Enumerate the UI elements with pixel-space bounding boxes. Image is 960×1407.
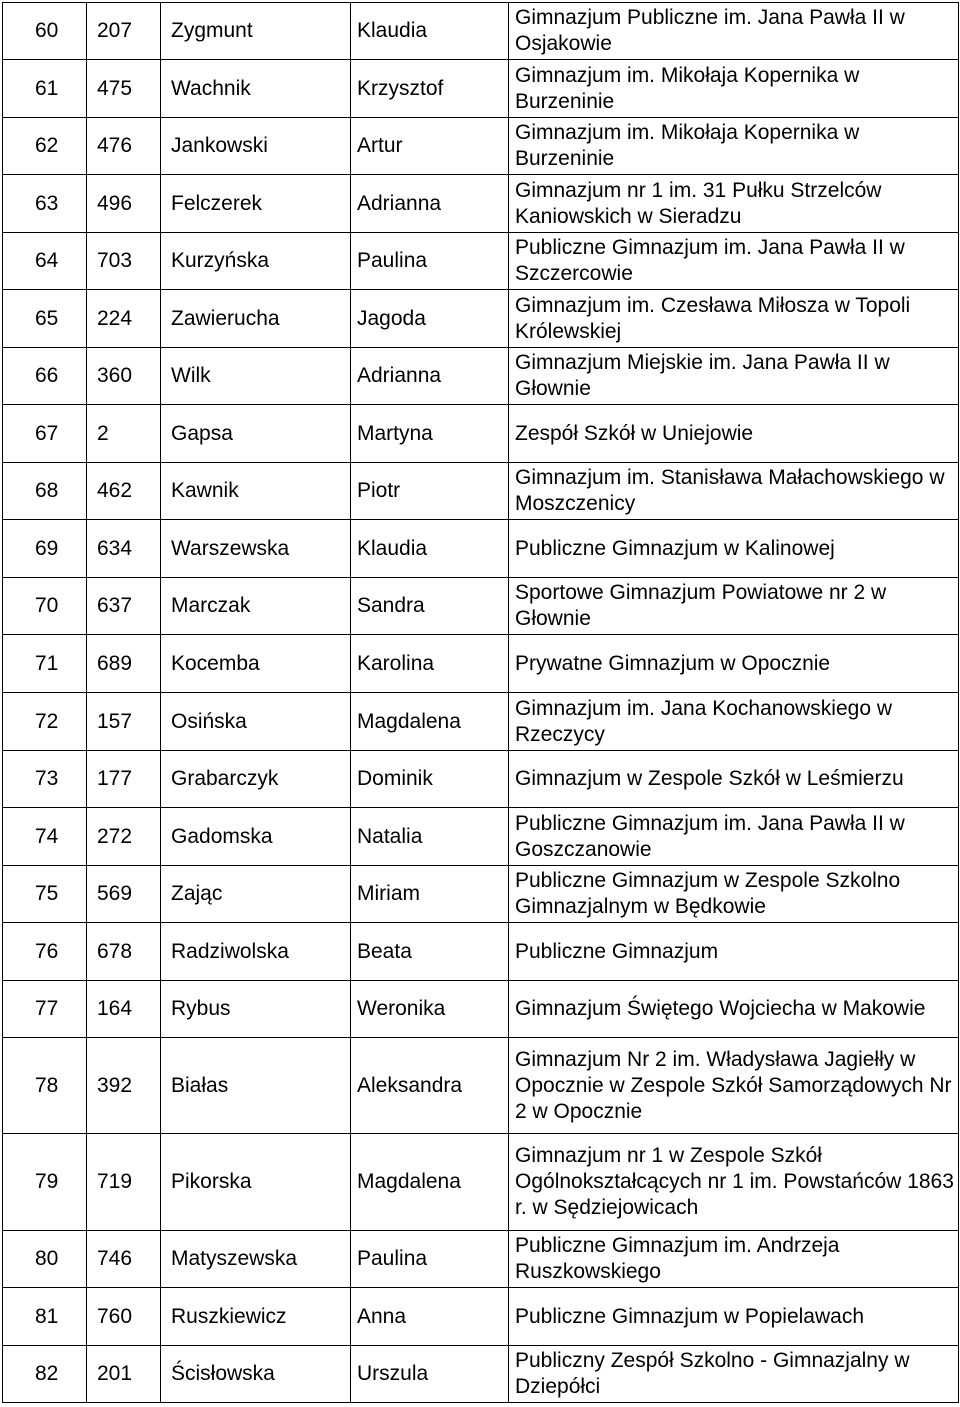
cell-surname: Zygmunt: [161, 3, 351, 60]
cell-school: Publiczne Gimnazjum w Popielawach: [509, 1288, 959, 1346]
cell-firstname: Martyna: [351, 405, 509, 463]
table-row: [3, 233, 959, 290]
cell-surname: Osińska: [161, 693, 351, 751]
cell-firstname: Adrianna: [351, 175, 509, 233]
cell-firstname: Anna: [351, 1288, 509, 1346]
cell-nr: 496: [87, 175, 161, 233]
cell-school: Gimnazjum w Zespole Szkół w Leśmierzu: [509, 751, 959, 808]
cell-lp: 70: [3, 578, 87, 635]
cell-surname: Wachnik: [161, 60, 351, 118]
table-row: [3, 1134, 959, 1231]
cell-school: Publiczne Gimnazjum im. Jana Pawła II w Szczercowie: [509, 233, 959, 290]
cell-school: Gimnazjum im. Mikołaja Kopernika w Burzeninie: [509, 118, 959, 175]
cell-surname: Białas: [161, 1038, 351, 1134]
table-row: [3, 635, 959, 693]
cell-nr: 719: [87, 1134, 161, 1231]
cell-firstname: Natalia: [351, 808, 509, 866]
cell-surname: Zawierucha: [161, 290, 351, 348]
cell-surname: Felczerek: [161, 175, 351, 233]
table-row: [3, 3, 959, 60]
table-row: [3, 693, 959, 751]
cell-nr: 634: [87, 520, 161, 578]
cell-nr: 703: [87, 233, 161, 290]
cell-school: Gimnazjum im. Czesława Miłosza w Topoli Królewskiej: [509, 290, 959, 348]
cell-school: Publiczne Gimnazjum im. Andrzeja Ruszkowskiego: [509, 1231, 959, 1288]
cell-firstname: Klaudia: [351, 3, 509, 60]
cell-school: Publiczne Gimnazjum: [509, 923, 959, 981]
cell-firstname: Aleksandra: [351, 1038, 509, 1134]
cell-school: Zespół Szkół w Uniejowie: [509, 405, 959, 463]
cell-lp: 71: [3, 635, 87, 693]
cell-firstname: Miriam: [351, 866, 509, 923]
cell-nr: 475: [87, 60, 161, 118]
cell-firstname: Piotr: [351, 463, 509, 520]
cell-firstname: Karolina: [351, 635, 509, 693]
cell-surname: Warszewska: [161, 520, 351, 578]
cell-school: Publiczne Gimnazjum im. Jana Pawła II w Goszczanowie: [509, 808, 959, 866]
cell-nr: 760: [87, 1288, 161, 1346]
cell-nr: 224: [87, 290, 161, 348]
cell-firstname: Dominik: [351, 751, 509, 808]
cell-surname: Kawnik: [161, 463, 351, 520]
cell-surname: Matyszewska: [161, 1231, 351, 1288]
cell-surname: Radziwolska: [161, 923, 351, 981]
table-row: [3, 866, 959, 923]
cell-surname: Wilk: [161, 348, 351, 405]
cell-school: Sportowe Gimnazjum Powiatowe nr 2 w Głownie: [509, 578, 959, 635]
cell-nr: 177: [87, 751, 161, 808]
table-row: [3, 1288, 959, 1346]
table-row: [3, 808, 959, 866]
results-table: [2, 2, 959, 1403]
cell-lp: 76: [3, 923, 87, 981]
table-row: [3, 1038, 959, 1134]
cell-school: Gimnazjum Miejskie im. Jana Pawła II w Głownie: [509, 348, 959, 405]
cell-school: Gimnazjum Świętego Wojciecha w Makowie: [509, 981, 959, 1038]
cell-nr: 201: [87, 1346, 161, 1403]
cell-surname: Kurzyńska: [161, 233, 351, 290]
cell-nr: 392: [87, 1038, 161, 1134]
table-row: [3, 463, 959, 520]
cell-surname: Pikorska: [161, 1134, 351, 1231]
cell-firstname: Magdalena: [351, 693, 509, 751]
cell-firstname: Adrianna: [351, 348, 509, 405]
cell-lp: 75: [3, 866, 87, 923]
table-row: [3, 520, 959, 578]
cell-nr: 360: [87, 348, 161, 405]
cell-school: Gimnazjum nr 1 im. 31 Pułku Strzelców Kaniowskich w Sieradzu: [509, 175, 959, 233]
cell-firstname: Jagoda: [351, 290, 509, 348]
cell-lp: 80: [3, 1231, 87, 1288]
table-row: [3, 348, 959, 405]
cell-school: Prywatne Gimnazjum w Opocznie: [509, 635, 959, 693]
cell-school: Publiczny Zespół Szkolno - Gimnazjalny w Dziepółci: [509, 1346, 959, 1403]
cell-lp: 73: [3, 751, 87, 808]
cell-lp: 65: [3, 290, 87, 348]
cell-firstname: Urszula: [351, 1346, 509, 1403]
cell-school: Gimnazjum nr 1 w Zespole Szkół Ogólnokształcących nr 1 im. Powstańców 1863 r. w Sędziejowicach: [509, 1134, 959, 1231]
cell-school: Gimnazjum im. Stanisława Małachowskiego w Moszczenicy: [509, 463, 959, 520]
cell-school: Gimnazjum Nr 2 im. Władysława Jagiełły w Opocznie w Zespole Szkół Samorządowych Nr 2 w Opocznie: [509, 1038, 959, 1134]
cell-firstname: Krzysztof: [351, 60, 509, 118]
cell-lp: 64: [3, 233, 87, 290]
cell-nr: 207: [87, 3, 161, 60]
cell-surname: Gadomska: [161, 808, 351, 866]
cell-school: Gimnazjum Publiczne im. Jana Pawła II w Osjakowie: [509, 3, 959, 60]
table-row: [3, 923, 959, 981]
cell-school: Gimnazjum im. Mikołaja Kopernika w Burzeninie: [509, 60, 959, 118]
cell-school: Publiczne Gimnazjum w Zespole Szkolno Gimnazjalnym w Będkowie: [509, 866, 959, 923]
cell-lp: 63: [3, 175, 87, 233]
table-row: [3, 118, 959, 175]
cell-nr: 678: [87, 923, 161, 981]
cell-nr: 637: [87, 578, 161, 635]
cell-nr: 164: [87, 981, 161, 1038]
cell-lp: 66: [3, 348, 87, 405]
table-row: [3, 578, 959, 635]
cell-school: Publiczne Gimnazjum w Kalinowej: [509, 520, 959, 578]
table-row: [3, 60, 959, 118]
cell-lp: 72: [3, 693, 87, 751]
cell-lp: 82: [3, 1346, 87, 1403]
cell-nr: 2: [87, 405, 161, 463]
cell-lp: 61: [3, 60, 87, 118]
cell-firstname: Paulina: [351, 233, 509, 290]
cell-surname: Marczak: [161, 578, 351, 635]
cell-school: Gimnazjum im. Jana Kochanowskiego w Rzeczycy: [509, 693, 959, 751]
cell-lp: 77: [3, 981, 87, 1038]
cell-surname: Grabarczyk: [161, 751, 351, 808]
cell-surname: Ruszkiewicz: [161, 1288, 351, 1346]
cell-surname: Rybus: [161, 981, 351, 1038]
cell-surname: Gapsa: [161, 405, 351, 463]
cell-surname: Ścisłowska: [161, 1346, 351, 1403]
cell-nr: 157: [87, 693, 161, 751]
cell-firstname: Paulina: [351, 1231, 509, 1288]
cell-nr: 689: [87, 635, 161, 693]
table-row: [3, 290, 959, 348]
table-row: [3, 1231, 959, 1288]
cell-lp: 67: [3, 405, 87, 463]
cell-surname: Jankowski: [161, 118, 351, 175]
cell-surname: Zając: [161, 866, 351, 923]
cell-lp: 69: [3, 520, 87, 578]
cell-firstname: Sandra: [351, 578, 509, 635]
cell-lp: 68: [3, 463, 87, 520]
cell-nr: 462: [87, 463, 161, 520]
cell-firstname: Magdalena: [351, 1134, 509, 1231]
table-row: [3, 981, 959, 1038]
cell-lp: 79: [3, 1134, 87, 1231]
cell-surname: Kocemba: [161, 635, 351, 693]
cell-lp: 74: [3, 808, 87, 866]
table-row: [3, 751, 959, 808]
cell-nr: 746: [87, 1231, 161, 1288]
cell-firstname: Beata: [351, 923, 509, 981]
cell-firstname: Klaudia: [351, 520, 509, 578]
cell-lp: 78: [3, 1038, 87, 1134]
cell-firstname: Weronika: [351, 981, 509, 1038]
table-row: [3, 175, 959, 233]
cell-nr: 569: [87, 866, 161, 923]
cell-lp: 81: [3, 1288, 87, 1346]
cell-lp: 62: [3, 118, 87, 175]
cell-firstname: Artur: [351, 118, 509, 175]
cell-nr: 476: [87, 118, 161, 175]
table-row: [3, 405, 959, 463]
table-row: [3, 1346, 959, 1403]
cell-nr: 272: [87, 808, 161, 866]
cell-lp: 60: [3, 3, 87, 60]
